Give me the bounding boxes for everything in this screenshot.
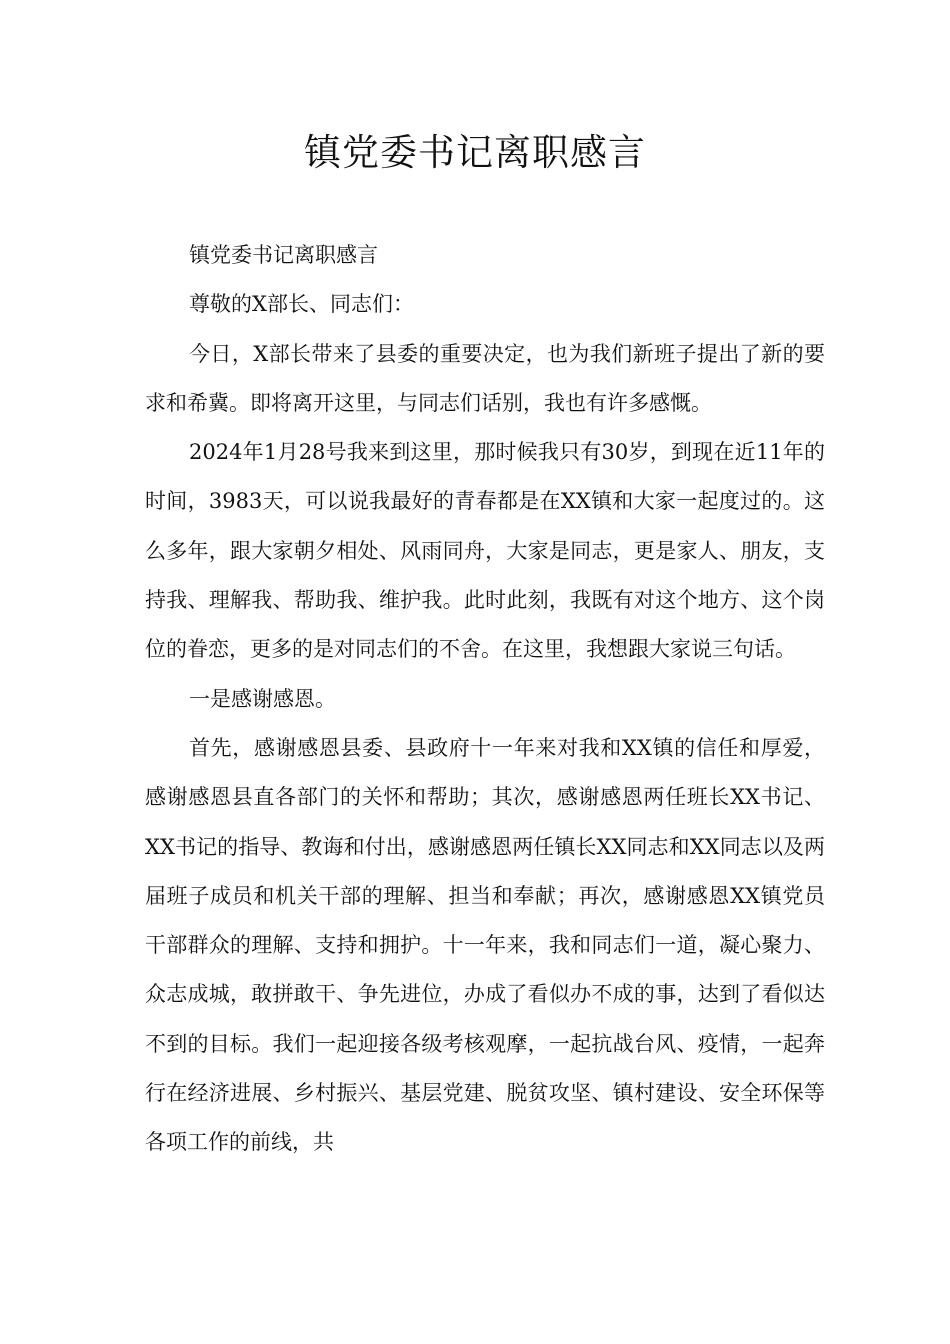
document-title: 镇党委书记离职感言	[304, 131, 646, 174]
paragraph-gratitude: 首先，感谢感恩县委、县政府十一年来对我和XX镇的信任和厚爱，感谢感恩县直各部门的关怀和帮助；其次，感谢感恩两任班长XX书记、XX书记的指导、教诲和付出，感谢感恩两任镇长XX同志和XX同志以及两届班子成员和机关干部的理解、担当和奉献；再次，感谢感恩XX镇党员干部群众的理解、支持和拥护。十一年来，我和同志们一道，凝心聚力、众志成城，敢拼敢干、争先进位，办成了看似办不成的事，达到了看似达不到的目标。我们一起迎接各级考核观摩，一起抗战台风、疫情，一起奔行在经济进展、乡村振兴、基层党建、脱贫攻坚、镇村建设、安全环保等各项工作的前线，共	[145, 735, 825, 1155]
paragraph-subtitle: 镇党委书记离职感言	[189, 243, 378, 267]
paragraph-years: 2024年1月28号我来到这里，那时候我只有30岁，到现在近11年的时间，3983天，可以说我最好的青春都是在XX镇和大家一起度过的。这么多年，跟大家朝夕相处、风雨同舟，大家是同志，更是家人、朋友，支持我、理解我、帮助我、维护我。此时此刻，我既有对这个地方、这个岗位的眷恋，更多的是对同志们的不舍。在这里，我想跟大家说三句话。	[145, 440, 825, 662]
document-body	[145, 231, 825, 1168]
paragraph-salutation: 尊敬的X部长、同志们：	[189, 292, 414, 317]
paragraph-opening: 今日，X部长带来了县委的重要决定，也为我们新班子提出了新的要求和希冀。即将离开这里，与同志们话别，我也有许多感慨。	[145, 341, 825, 415]
paragraph-heading-gratitude: 一是感谢感恩。	[189, 686, 336, 711]
